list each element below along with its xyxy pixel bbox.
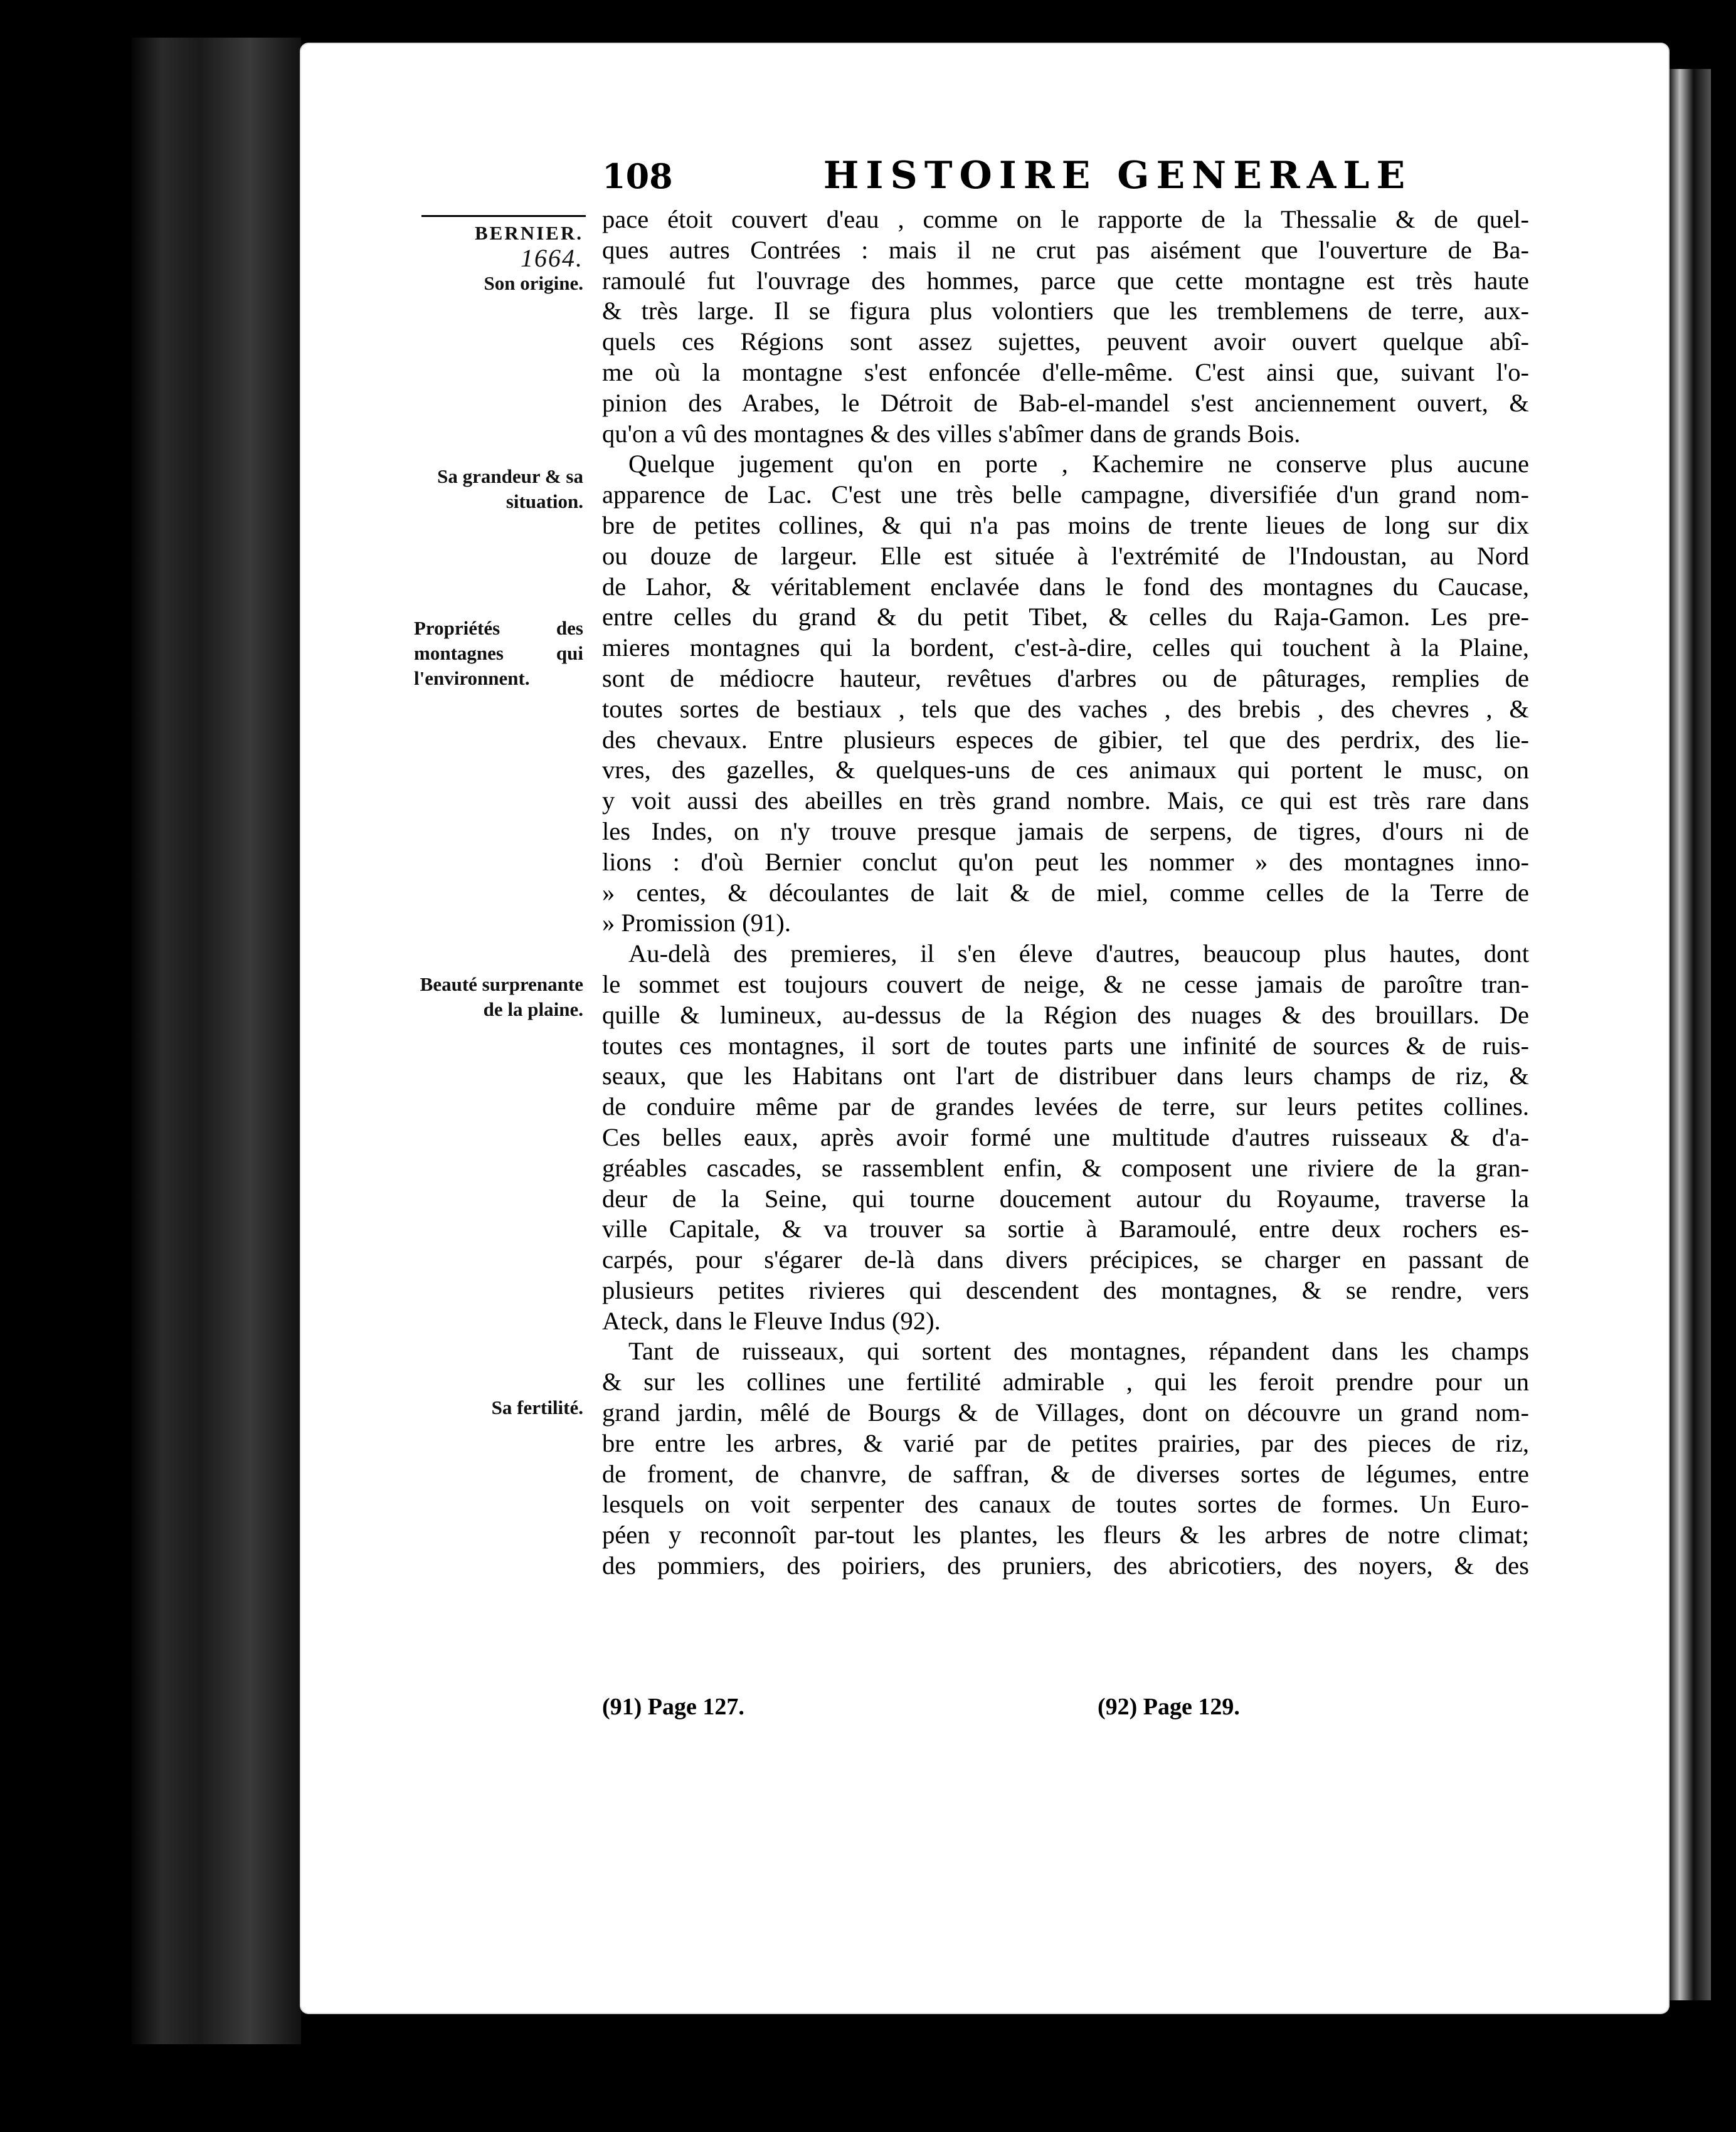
footnote-92: (92) Page 129.	[1098, 1694, 1240, 1720]
text-line: le sommet est toujours couvert de neige, & ne cesse jamais de paroître tran-	[602, 969, 1529, 998]
text-line: ramoulé fut l'ouvrage des hommes, parce que cette montagne est très haute	[602, 266, 1529, 295]
text-line: des chevaux. Entre plusieurs especes de gibier, tel que des perdrix, des lie-	[602, 725, 1529, 754]
margin-note-grandeur: Sa grandeur & sa situation.	[437, 465, 583, 512]
footnotes	[602, 1693, 1529, 1721]
text-line: de froment, de chanvre, de saffran, & de diverses sortes de légumes, entre	[602, 1459, 1529, 1488]
text-line: de conduire même par de grandes levées de terre, sur leurs petites collines.	[602, 1092, 1529, 1121]
text-line: quille & lumineux, au-dessus de la Région des nuages & des brouillars. De	[602, 1000, 1529, 1029]
text-line: carpés, pour s'égarer de-là dans divers précipices, se charger en passant de	[602, 1245, 1529, 1274]
margin-note-fertilite: Sa fertilité.	[491, 1396, 583, 1418]
text-line: gréables cascades, se rassemblent enfin, & composent une riviere de la gran-	[602, 1153, 1529, 1182]
text-line: les Indes, on n'y trouve presque jamais de serpens, de tigres, d'ours ni de	[602, 816, 1529, 845]
text-line: quels ces Régions sont assez sujettes, peuvent avoir ouvert quelque abî-	[602, 327, 1529, 356]
text-line: qu'on a vû des montagnes & des villes s'abîmer dans de grands Bois.	[602, 419, 1301, 448]
text-line: toutes sortes de bestiaux , tels que des vaches , des brebis , des chevres , &	[602, 694, 1529, 723]
text-line: sont de médiocre hauteur, revêtues d'arbres ou de pâturages, remplies de	[602, 663, 1529, 692]
margin-author: BERNIER.	[474, 222, 583, 244]
margin-note-author	[414, 221, 583, 296]
text-line: péen y reconnoît par-tout les plantes, les fleurs & les arbres de notre climat;	[602, 1521, 1529, 1549]
book-gutter-left	[132, 38, 301, 2044]
text-line: » centes, & découlantes de lait & de miel, comme celles de la Terre de	[602, 878, 1529, 907]
text-line: seaux, que les Habitans ont l'art de distribuer dans leurs champs de riz, &	[602, 1062, 1529, 1090]
text-line: pace étoit couvert d'eau , comme on le rapporte de la Thessalie & de quel-	[602, 205, 1529, 233]
text-line: bre de petites collines, & qui n'a pas moins de trente lieues de long sur dix	[602, 510, 1529, 539]
text-line: toutes ces montagnes, il sort de toutes parts une infinité de sources & de ruis-	[602, 1031, 1529, 1060]
margin-year: 1664.	[521, 244, 583, 272]
text-line: mieres montagnes qui la bordent, c'est-à-dire, celles qui touchent à la Plaine,	[602, 633, 1529, 662]
text-line: apparence de Lac. C'est une très belle campagne, diversifiée d'un grand nom-	[602, 480, 1529, 509]
margin-note-origine: Son origine.	[484, 272, 583, 294]
page-number: 108	[602, 156, 673, 196]
text-line: lions : d'où Bernier conclut qu'on peut les nommer » des montagnes inno-	[602, 847, 1529, 876]
margin-note-beaute: Beauté surprenante de la plaine.	[420, 973, 583, 1020]
text-line: grand jardin, mêlé de Bourgs & de Villages, dont on découvre un grand nom-	[602, 1398, 1529, 1427]
text-line: des pommiers, des poiriers, des pruniers, des abricotiers, des noyers, & des	[602, 1551, 1529, 1580]
running-title: HISTOIRE GENERALE	[823, 154, 1412, 198]
text-line: Ateck, dans le Fleuve Indus (92).	[602, 1306, 941, 1335]
text-line: bre entre les arbres, & varié par de petites prairies, par des pieces de riz,	[602, 1428, 1529, 1457]
text-line: de Lahor, & véritablement enclavée dans le fond des montagnes du Caucase,	[602, 572, 1529, 601]
text-line: deur de la Seine, qui tourne doucement autour du Royaume, traverse la	[602, 1184, 1529, 1213]
text-line: ville Capitale, & va trouver sa sortie à Baramoulé, entre deux rochers es-	[602, 1215, 1529, 1243]
text-line: entre celles du grand & du petit Tibet, & celles du Raja-Gamon. Les pre-	[602, 603, 1529, 631]
footnote-91: (91) Page 127.	[602, 1694, 744, 1720]
text-line: pinion des Arabes, le Détroit de Bab-el-mandel s'est anciennement ouvert, &	[602, 388, 1529, 417]
text-line: & très large. Il se figura plus volontiers que les tremblemens de terre, aux-	[602, 297, 1529, 325]
text-line: lesquels on voit serpenter des canaux de toutes sortes de formes. Un Euro-	[602, 1490, 1529, 1519]
text-line: plusieurs petites rivieres qui descendent des montagnes, & se rendre, vers	[602, 1275, 1529, 1304]
margin-note-proprietes: Propriétés des montagnes qui l'environnent.	[414, 617, 583, 689]
body-text	[602, 204, 1529, 1581]
margin-rule	[421, 215, 586, 217]
text-line: ou douze de largeur. Elle est située à l'extrémité de l'Indoustan, au Nord	[602, 541, 1529, 570]
text-line: y voit aussi des abeilles en très grand nombre. Mais, ce qui est très rare dans	[602, 786, 1529, 815]
text-line: ques autres Contrées : mais il ne crut pas aisément que l'ouverture de Ba-	[602, 235, 1529, 264]
page-header	[602, 154, 1518, 204]
text-line: & sur les collines une fertilité admirable , qui les feroit prendre pour un	[602, 1368, 1529, 1396]
text-line: Ces belles eaux, après avoir formé une multitude d'autres ruisseaux & d'a-	[602, 1122, 1529, 1151]
text-line: me où la montagne s'est enfoncée d'elle-même. C'est ainsi que, suivant l'o-	[602, 357, 1529, 386]
text-line: vres, des gazelles, & quelques-uns de ces animaux qui portent le musc, on	[602, 756, 1529, 784]
text-line: Au-delà des premieres, il s'en éleve d'autres, beaucoup plus hautes, dont	[628, 939, 1529, 968]
text-line: » Promission (91).	[602, 909, 791, 937]
text-line: Quelque jugement qu'on en porte , Kachemire ne conserve plus aucune	[628, 450, 1529, 478]
text-line: Tant de ruisseaux, qui sortent des montagnes, répandent dans les champs	[628, 1337, 1529, 1366]
